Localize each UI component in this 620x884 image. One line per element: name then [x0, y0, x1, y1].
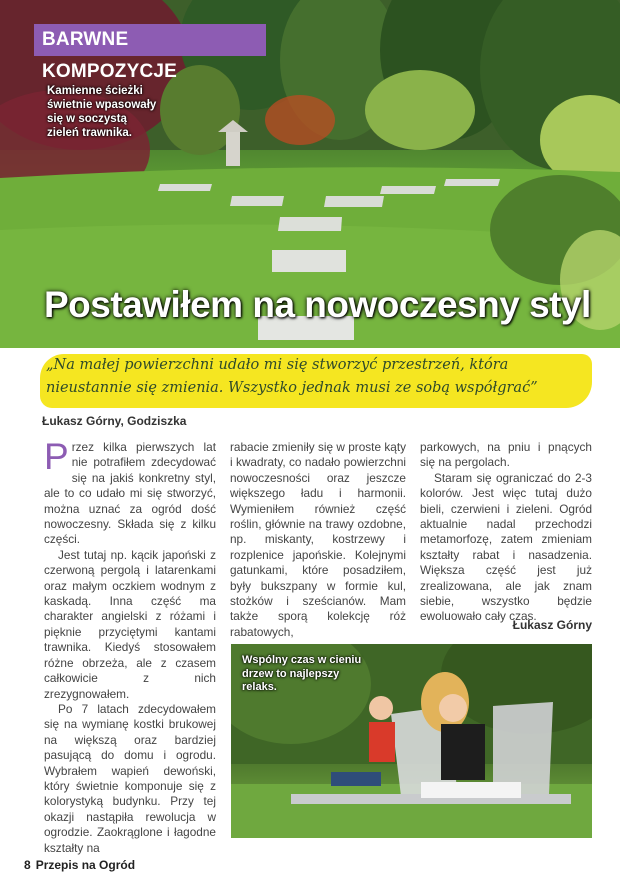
drop-cap: P	[44, 436, 69, 477]
paragraph: Po 7 latach zdecydowałem się na wymianę kostki brukowej na większą oraz bardziej pasującą do domu i ogrodu. Wybrałem wapień dewoński, który świetnie komponuje się z kolorystyką budynku. Przy tej okazji nastąpiła rewolucja w ogrodzie. Zaokrąglone i łagodne kształty na	[44, 701, 216, 855]
article-column-2	[230, 440, 406, 640]
photo-caption: Wspólny czas w cieniu drzew to najlepszy relaks.	[242, 654, 362, 693]
pull-quote: „Na małej powierzchni udało mi się stworzyć przestrzeń, która nieustannie się zmienia. Wszystko jednak musi ze sobą współgrać”	[46, 357, 538, 396]
author-signature: Łukasz Górny	[512, 618, 592, 632]
hero-photo	[0, 0, 620, 348]
relax-photo	[231, 644, 592, 838]
paragraph: Przez kilka pierwszych lat nie potrafiłem zdecydować się na jakiś konkretny styl, ale to co udało mi się stworzyć, można uznać za ogród dość nowoczesny. Składa się z kilku części.	[44, 436, 216, 547]
article-column-1	[44, 436, 216, 856]
paragraph: Staram się ograniczać do 2-3 kolorów. Jest więc tutaj dużo bieli, czerwieni i zieleni. Ogród aktualnie nadal przechodzi metamorfozę, zatem zmieniam kształty rabat i nasadzenia. Większa część jest już zrealizowana, ale jak znam siebie, wszystko będzie ewoluowało cały czas.	[420, 470, 592, 624]
author-line: Łukasz Górny, Godziszka	[42, 414, 187, 428]
paragraph: Jest tutaj np. kącik japoński z czerwoną pergolą i latarenkami oraz małym oczkiem wodnym z kaskadą. Inna część ma charakter angielski z różami i pięknie przyciętymi kantami trawnika. Kiedyś stosowałem różne obrzeża, ale z czasem całkowicie z nich zrezygnowałem.	[44, 547, 216, 701]
paragraph: rabacie zmieniły się w proste kąty i kwadraty, co nadało powierzchni nowoczesności oraz jeszcze większego ładu i harmonii. Wymieniłem również część roślin, głównie na trawy ozdobne, np. miskanty, kostrzewy i rozplenice japońskie. Kolejnymi gatunkami, które posadziłem, były bukszpany w formie kul, stożków i sześcianów. Mam także sporą kolekcję róż rabatowych,	[230, 440, 406, 639]
page-footer	[24, 858, 135, 872]
paragraph: parkowych, na pniu i pnących się na pergolach.	[420, 440, 592, 470]
section-tag: BARWNE KOMPOZYCJE	[34, 24, 266, 56]
hero-caption: Kamienne ścieżki świetnie wpasowały się w soczystą zieleń trawnika.	[47, 85, 157, 139]
magazine-name: Przepis na Ogród	[35, 858, 136, 872]
article-column-3	[420, 440, 592, 625]
page-title: Postawiłem na nowoczesny styl	[44, 284, 591, 325]
page-number: 8	[24, 858, 31, 872]
